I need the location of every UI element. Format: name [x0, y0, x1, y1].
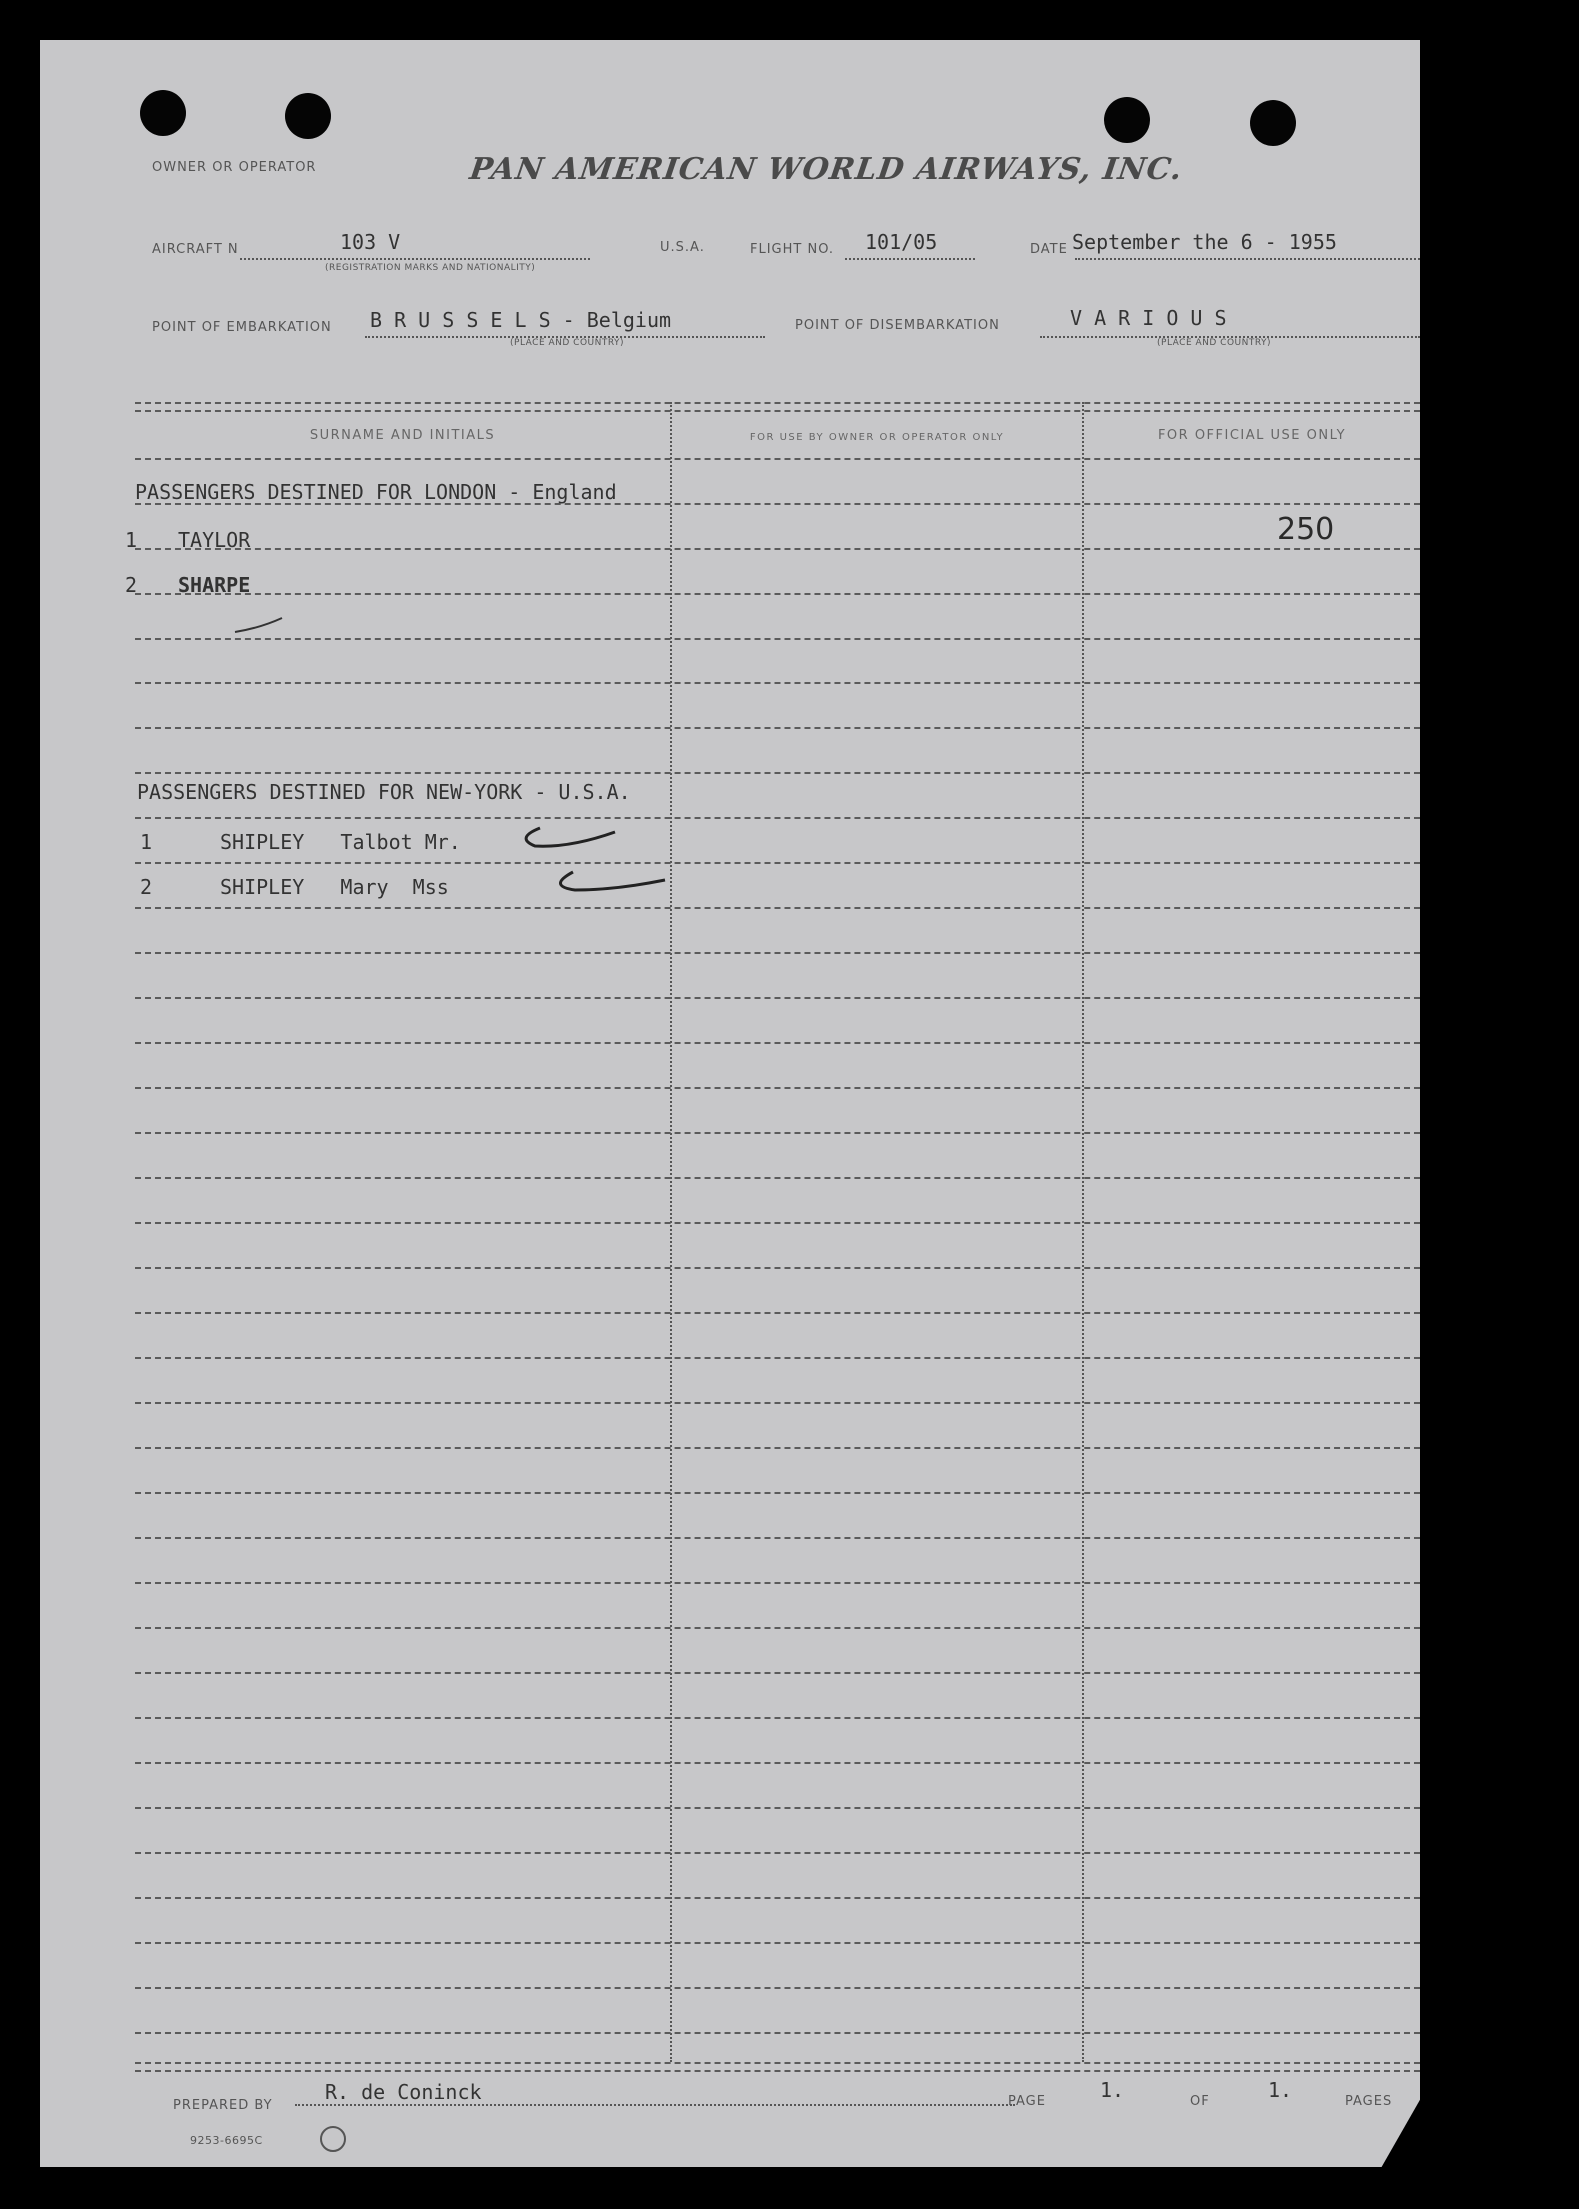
flight-value: 101/05: [865, 230, 938, 254]
pencil-check-mark: [545, 864, 675, 909]
aircraft-value: 103 V: [340, 230, 401, 254]
company-title: PAN AMERICAN WORLD AIRWAYS, INC.: [467, 152, 1185, 187]
page-label: PAGE: [1008, 2094, 1046, 2109]
prepared-by-label: PREPARED BY: [173, 2098, 273, 2113]
column-divider: [1082, 402, 1084, 2062]
group-heading-london: PASSENGERS DESTINED FOR LONDON - England: [135, 480, 617, 504]
punch-hole: [1104, 97, 1150, 143]
folded-corner: [1381, 2098, 1421, 2168]
embarkation-note: (PLACE AND COUNTRY): [510, 338, 625, 348]
column-divider: [670, 402, 672, 2062]
prepared-by-value: R. de Coninck: [325, 2080, 482, 2104]
disembarkation-note: (PLACE AND COUNTRY): [1157, 338, 1272, 348]
embarkation-value: B R U S S E L S - Belgium: [370, 308, 672, 332]
disembarkation-value: V A R I O U S: [1070, 306, 1227, 330]
passenger-name: SHIPLEY Mary Mss: [220, 875, 449, 899]
punch-hole: [140, 90, 186, 136]
of-label: OF: [1190, 2094, 1210, 2109]
pages-label: PAGES: [1345, 2094, 1393, 2109]
pages-value: 1.: [1268, 2078, 1293, 2102]
passenger-number: 1: [125, 528, 138, 552]
passenger-name: SHIPLEY Talbot Mr.: [220, 830, 461, 854]
aircraft-label: AIRCRAFT N: [152, 242, 239, 257]
passenger-number: 1: [140, 830, 153, 854]
disembarkation-label: POINT OF DISEMBARKATION: [795, 318, 1000, 333]
column-header-official: FOR OFFICIAL USE ONLY: [1157, 428, 1347, 443]
passenger-number: 2: [125, 573, 138, 597]
owner-label: OWNER OR OPERATOR: [152, 160, 317, 175]
column-header-owner: FOR USE BY OWNER OR OPERATOR ONLY: [749, 432, 1005, 443]
column-header-names: SURNAME AND INITIALS: [309, 428, 496, 443]
page-value: 1.: [1100, 2078, 1125, 2102]
date-value: September the 6 - 1955: [1072, 230, 1337, 254]
pencil-check-mark: [510, 818, 630, 863]
pencil-tick-mark: [230, 610, 290, 640]
passenger-number: 2: [140, 875, 153, 899]
date-label: DATE: [1030, 242, 1068, 257]
form-code: 9253-6695C: [190, 2134, 263, 2147]
passenger-name: SHARPE: [178, 573, 251, 597]
usa-label: U.S.A.: [660, 240, 705, 255]
union-label-icon: [320, 2126, 346, 2152]
registration-note: (REGISTRATION MARKS AND NATIONALITY): [325, 263, 536, 273]
passenger-name: TAYLOR: [178, 528, 251, 552]
embarkation-label: POINT OF EMBARKATION: [152, 320, 332, 335]
punch-hole: [285, 93, 331, 139]
manifest-sheet: [40, 40, 1420, 2167]
group-heading-new-york: PASSENGERS DESTINED FOR NEW-YORK - U.S.A.: [137, 780, 631, 804]
flight-label: FLIGHT NO.: [750, 242, 835, 257]
official-number: 250: [1277, 512, 1335, 547]
punch-hole: [1250, 100, 1296, 146]
